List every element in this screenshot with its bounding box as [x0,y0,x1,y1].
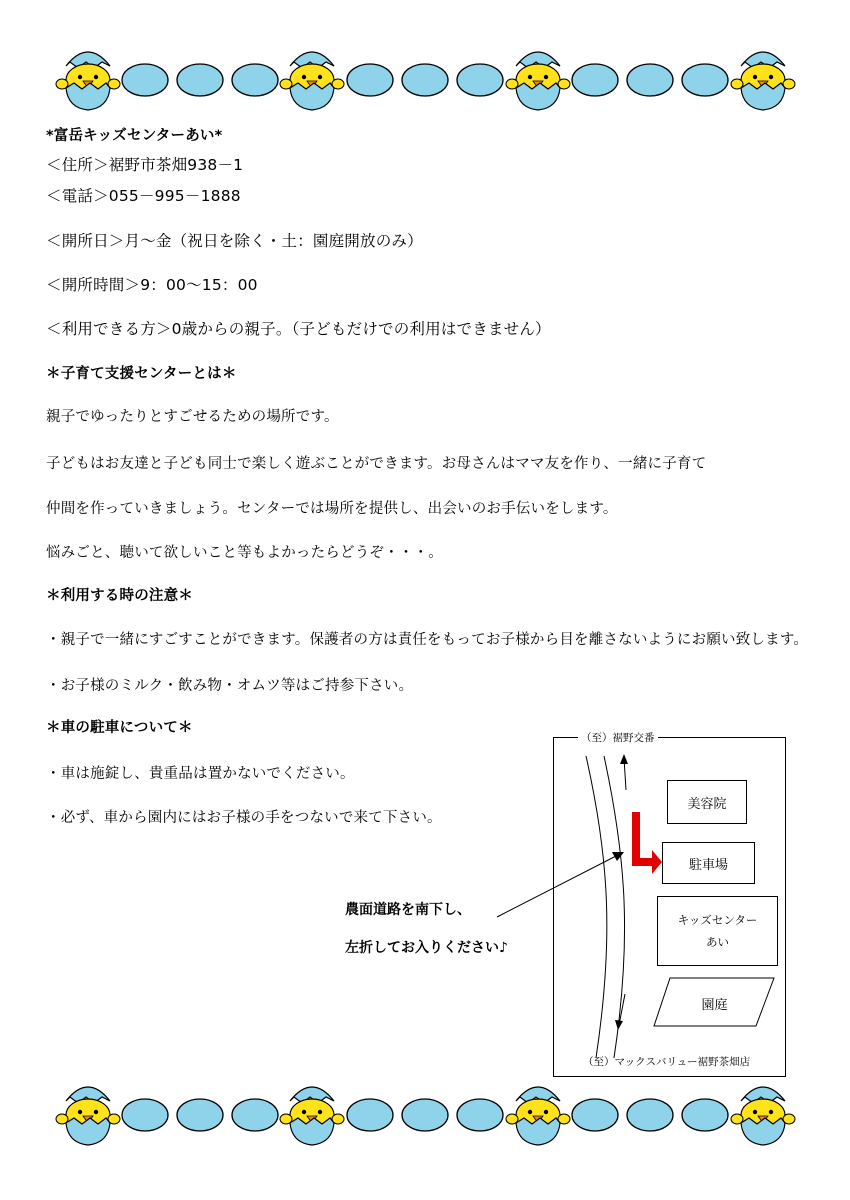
facility-phone: ＜電話＞055－995－1888 [46,187,241,205]
parking-line-2: ・必ず、車から園内にはお子様の手をつないで来て下さい。 [46,810,442,826]
about-heading: ＊子育て支援センターとは＊ [46,366,237,382]
blue-egg-icon [682,1099,728,1131]
map-parking-lot: 駐車場 [662,842,755,884]
blue-egg-icon [627,64,673,96]
chick-in-eggshell-icon [280,1087,344,1145]
access-map [553,732,786,1077]
blue-egg-icon [122,1099,168,1131]
bottom-decorative-border [50,1080,800,1150]
blue-egg-icon [682,64,728,96]
blue-egg-icon [572,1099,618,1131]
blue-egg-icon [572,64,618,96]
chick-in-eggshell-icon [731,1087,795,1145]
blue-egg-icon [177,64,223,96]
chick-in-eggshell-icon [56,52,120,110]
notes-line-1: ・親子で一緒にすごすことができます。保護者の方は責任をもってお子様から目を離さないようにお願い致します。 [46,632,809,648]
map-south-label: （至）マックスバリュー裾野茶畑店 [583,1056,751,1068]
map-kids-center-line1: キッズセンター [677,913,758,927]
top-decorative-border [50,45,800,115]
chick-in-eggshell-icon [56,1087,120,1145]
facility-open-hours: ＜開所時間＞9：00～15：00 [46,276,258,294]
blue-egg-icon [402,1099,448,1131]
blue-egg-icon [402,64,448,96]
notes-line-2: ・お子様のミルク・飲み物・オムツ等はご持参下さい。 [46,678,414,694]
facility-name: *富岳キッズセンターあい* [46,128,223,144]
notes-heading: ＊利用する時の注意＊ [46,588,193,604]
about-line-3: 仲間を作っていきましょう。センターでは場所を提供し、出会いのお手伝いをします。 [46,501,618,517]
map-salon: 美容院 [667,780,747,824]
about-line-4: 悩みごと、聴いて欲しいこと等もよかったらどうぞ・・・。 [46,545,443,561]
blue-egg-icon [457,64,503,96]
chick-in-eggshell-icon [506,1087,570,1145]
facility-open-days: ＜開所日＞月～金（祝日を除く・土：園庭開放のみ） [46,232,423,250]
blue-egg-icon [232,1099,278,1131]
chick-in-eggshell-icon [280,52,344,110]
map-north-label: （至）裾野交番 [578,730,658,745]
callout-line-2: 左折してお入りください♪ [345,940,508,956]
map-garden: 園庭 [701,997,728,1013]
facility-eligibility: ＜利用できる方＞0歳からの親子。（子どもだけでの利用はできません） [46,320,551,338]
about-line-2: 子どもはお友達と子ども同士で楽しく遊ぶことができます。お母さんはママ友を作り、一緒に子育て [46,456,707,472]
parking-line-1: ・車は施錠し、貴重品は置かないでください。 [46,766,355,782]
blue-egg-icon [627,1099,673,1131]
blue-egg-icon [347,1099,393,1131]
facility-address: ＜住所＞裾野市茶畑938－1 [46,156,244,174]
blue-egg-icon [457,1099,503,1131]
map-kids-center-line2: あい [706,935,729,949]
blue-egg-icon [347,64,393,96]
parking-heading: ＊車の駐車について＊ [46,720,193,736]
blue-egg-icon [177,1099,223,1131]
callout-line-1: 農面道路を南下し、 [345,902,471,918]
blue-egg-icon [122,64,168,96]
chick-in-eggshell-icon [506,52,570,110]
blue-egg-icon [232,64,278,96]
about-line-1: 親子でゆったりとすごせるための場所です。 [46,409,339,425]
chick-in-eggshell-icon [731,52,795,110]
turn-left-arrow-icon [632,812,662,874]
map-kids-center [657,896,778,966]
